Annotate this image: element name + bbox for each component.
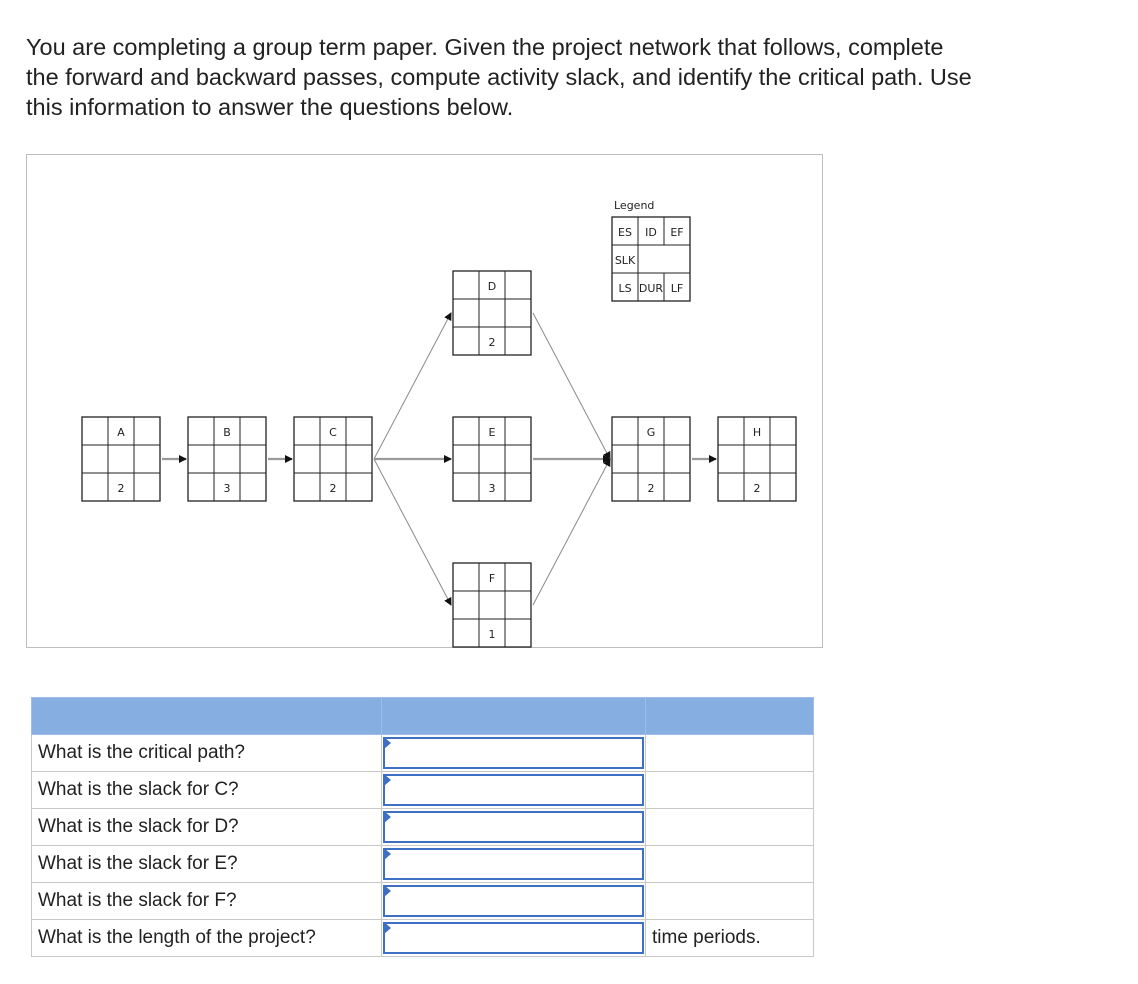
activity-id-label: C — [329, 426, 337, 439]
answer-input[interactable] — [383, 885, 644, 917]
answer-table-header — [32, 698, 814, 735]
dependency-arrow-f-g — [533, 459, 610, 605]
question-text: What is the slack for C? — [32, 772, 382, 809]
legend-cell-label: ID — [645, 226, 657, 239]
answer-unit — [646, 883, 814, 920]
answer-unit — [646, 809, 814, 846]
answer-input[interactable] — [383, 922, 644, 954]
dependency-arrow-c-d — [374, 313, 451, 459]
legend-cell-label: SLK — [614, 254, 636, 267]
answer-cell — [382, 920, 646, 957]
activity-id-label: H — [752, 426, 762, 439]
activity-duration-label: 2 — [647, 482, 655, 495]
legend-title: Legend — [614, 199, 655, 212]
problem-prompt — [26, 32, 1116, 122]
question-row — [32, 883, 814, 920]
question-row — [32, 809, 814, 846]
question-text: What is the slack for F? — [32, 883, 382, 920]
activity-duration-label: 3 — [223, 482, 231, 495]
activity-id-label: E — [488, 426, 496, 439]
legend-cell-label: EF — [670, 226, 684, 239]
answer-marker-icon — [384, 737, 391, 749]
activity-node-a — [82, 417, 160, 501]
activity-node-f — [453, 563, 531, 647]
question-text: What is the slack for D? — [32, 809, 382, 846]
answer-cell — [382, 883, 646, 920]
activity-node-g — [612, 417, 690, 501]
question-row — [32, 772, 814, 809]
activity-id-label: G — [646, 426, 656, 439]
answer-marker-icon — [384, 811, 391, 823]
prompt-line: You are completing a group term paper. Given the project network that follows, complete — [26, 34, 944, 60]
activity-duration-label: 2 — [753, 482, 761, 495]
activity-duration-label: 1 — [488, 628, 496, 641]
legend — [612, 199, 690, 301]
answer-cell — [382, 809, 646, 846]
activity-id-label: D — [487, 280, 497, 293]
activity-id-label: A — [117, 426, 125, 439]
question-row — [32, 735, 814, 772]
dependency-arrow-d-g — [533, 313, 610, 459]
project-network-diagram — [26, 154, 823, 648]
answer-input[interactable] — [383, 811, 644, 843]
question-text: What is the critical path? — [32, 735, 382, 772]
legend-cell-label: LF — [670, 282, 684, 295]
dependency-arrow-c-f — [374, 459, 451, 605]
activity-node-c — [294, 417, 372, 501]
answer-marker-icon — [384, 848, 391, 860]
question-text: What is the length of the project? — [32, 920, 382, 957]
question-text: What is the slack for E? — [32, 846, 382, 883]
activity-node-e — [453, 417, 531, 501]
activity-node-h — [718, 417, 796, 501]
answer-unit — [646, 846, 814, 883]
network-svg — [27, 155, 824, 649]
answer-input[interactable] — [383, 774, 644, 806]
answer-unit — [646, 772, 814, 809]
activity-duration-label: 2 — [488, 336, 496, 349]
answer-unit — [646, 735, 814, 772]
answer-marker-icon — [384, 774, 391, 786]
answer-unit: time periods. — [646, 920, 814, 957]
question-row — [32, 920, 814, 957]
activity-duration-label: 2 — [329, 482, 337, 495]
answer-input[interactable] — [383, 848, 644, 880]
activity-duration-label: 2 — [117, 482, 125, 495]
answer-cell — [382, 846, 646, 883]
activity-node-d — [453, 271, 531, 355]
answer-cell — [382, 772, 646, 809]
answer-cell — [382, 735, 646, 772]
activity-id-label: B — [223, 426, 231, 439]
answer-marker-icon — [384, 885, 391, 897]
question-row — [32, 846, 814, 883]
activity-duration-label: 3 — [488, 482, 496, 495]
activity-id-label: F — [488, 572, 496, 585]
prompt-line: the forward and backward passes, compute activity slack, and identify the critical path. Use — [26, 64, 972, 90]
answer-input[interactable] — [383, 737, 644, 769]
legend-cell-label: DUR — [638, 282, 664, 295]
legend-cell-label: ES — [618, 226, 632, 239]
activity-node-b — [188, 417, 266, 501]
answer-table — [31, 697, 814, 957]
prompt-line: this information to answer the questions below. — [26, 94, 514, 120]
legend-cell-label: LS — [618, 282, 632, 295]
answer-marker-icon — [384, 922, 391, 934]
